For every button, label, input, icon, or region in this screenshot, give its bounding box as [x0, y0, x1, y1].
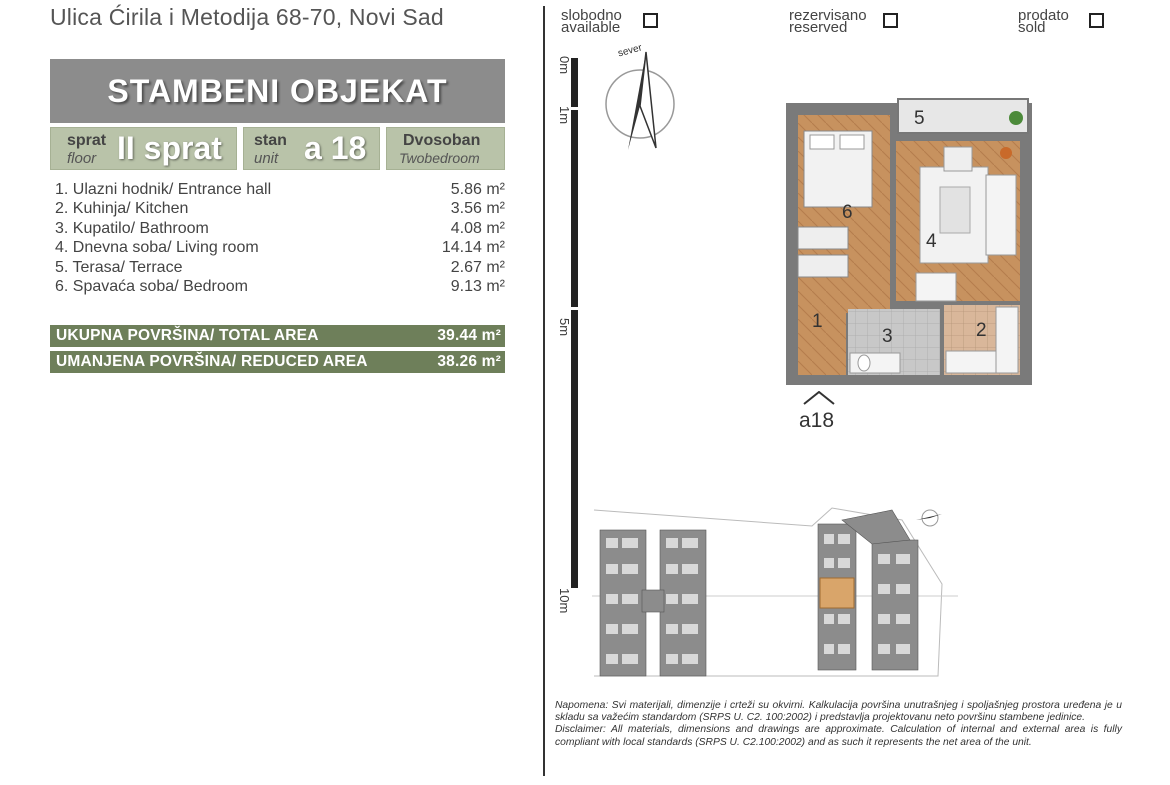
floor-box	[50, 127, 237, 170]
room-name: 2. Kuhinja/ Kitchen	[55, 200, 189, 218]
unit-highlight	[820, 578, 854, 608]
scale-label-0: 0m	[557, 56, 572, 75]
status-reserved	[789, 7, 867, 36]
room-name: 4. Dnevna soba/ Living room	[55, 239, 259, 257]
room-area: 5.86 m²	[450, 181, 505, 198]
unit-value: a 18	[304, 130, 367, 166]
room-number-1: 1	[812, 311, 823, 332]
total-area-bar	[50, 325, 505, 347]
floor-label: sprat	[67, 132, 107, 149]
status-reserved-en: reserved	[789, 19, 848, 36]
unit-label: stan	[254, 132, 287, 149]
status-available	[561, 7, 622, 36]
note-en-label: Disclaimer:	[555, 724, 606, 736]
status-reserved-sr: rezervisano	[789, 7, 867, 24]
room-number-6: 6	[842, 202, 853, 223]
room-list	[55, 180, 505, 296]
divider-line	[543, 6, 545, 776]
type-box	[386, 127, 505, 170]
status-sold-en: sold	[1018, 19, 1046, 36]
note-sr-text: Svi materijali, dimenzije i crteži su okvirni. Kalkulacija površina unutrašnjeg i spoljašnjeg prostora uređena je u skladu sa važećim standardom (SRPS U. C2. 100:2002) i predstavlja projektovanu neto površinu stambene jedinice.	[555, 700, 1122, 724]
room-number-3: 3	[882, 326, 893, 347]
note-sr-label: Napomena:	[555, 700, 609, 711]
status-available-en: available	[561, 19, 621, 36]
reduced-area-value: 38.26 m²	[437, 353, 501, 370]
site-plan	[592, 504, 958, 680]
room-name: 6. Spavaća soba/ Bedroom	[55, 278, 249, 296]
disclaimer-note	[555, 700, 1122, 749]
reduced-area-bar	[50, 351, 505, 373]
scale-tick	[571, 107, 578, 110]
scale-tick	[571, 307, 578, 310]
room-area: 4.08 m²	[450, 219, 505, 237]
total-area-value: 39.44 m²	[437, 327, 501, 344]
room-name: 1. Ulazni hodnik/ Entrance hall	[55, 181, 272, 198]
sold-checkbox[interactable]	[1089, 13, 1104, 28]
status-sold	[1018, 7, 1069, 36]
entrance-arrow-icon	[803, 391, 835, 405]
unit-label-en: unit	[254, 150, 279, 167]
room-area: 3.56 m²	[450, 200, 505, 218]
type-label: Dvosoban	[403, 132, 481, 149]
room-area: 9.13 m²	[450, 278, 505, 296]
room-area: 2.67 m²	[450, 258, 505, 276]
address-title: Ulica Ćirila i Metodija 68-70, Novi Sad	[50, 4, 444, 30]
total-area-label: UKUPNA POVRŠINA/ TOTAL AREA	[56, 327, 319, 344]
building-banner	[50, 59, 505, 123]
banner-text: STAMBENI OBJEKAT	[107, 72, 448, 109]
compass-label: sever	[616, 42, 644, 60]
available-checkbox[interactable]	[643, 13, 658, 28]
scale-bar	[571, 58, 578, 588]
room-name: 3. Kupatilo/ Bathroom	[55, 219, 209, 237]
type-label-en: Twobedroom	[399, 150, 480, 166]
reduced-area-label: UMANJENA POVRŠINA/ REDUCED AREA	[56, 353, 368, 370]
scale-label-5: 5m	[557, 318, 572, 337]
room-number-4: 4	[926, 231, 937, 252]
room-number-5: 5	[914, 108, 925, 129]
room-row	[55, 180, 505, 199]
room-name: 5. Terasa/ Terrace	[55, 258, 183, 276]
scale-label-10: 10m	[557, 588, 572, 614]
floor-value: II sprat	[117, 130, 222, 166]
room-row	[55, 258, 505, 277]
room-area: 14.14 m²	[441, 239, 505, 257]
scale-label-1: 1m	[557, 106, 572, 125]
status-sold-sr: prodato	[1018, 7, 1069, 24]
unit-tag: a18	[799, 409, 835, 432]
room-row	[55, 238, 505, 257]
status-available-sr: slobodno	[561, 7, 622, 24]
room-row	[55, 219, 505, 238]
unit-box	[243, 127, 380, 170]
room-row	[55, 277, 505, 296]
reserved-checkbox[interactable]	[883, 13, 898, 28]
compass-icon	[598, 40, 688, 158]
room-number-2: 2	[976, 320, 987, 341]
room-row	[55, 199, 505, 218]
floor-plan	[784, 95, 1034, 387]
floor-label-en: floor	[67, 150, 97, 167]
note-en-text: All materials, dimensions and drawings are approximate. Calculation of internal and external area is fully compliant with local standards (SRPS U. C2.100:2002) and as such it represents the net area of the unit.	[555, 724, 1122, 748]
